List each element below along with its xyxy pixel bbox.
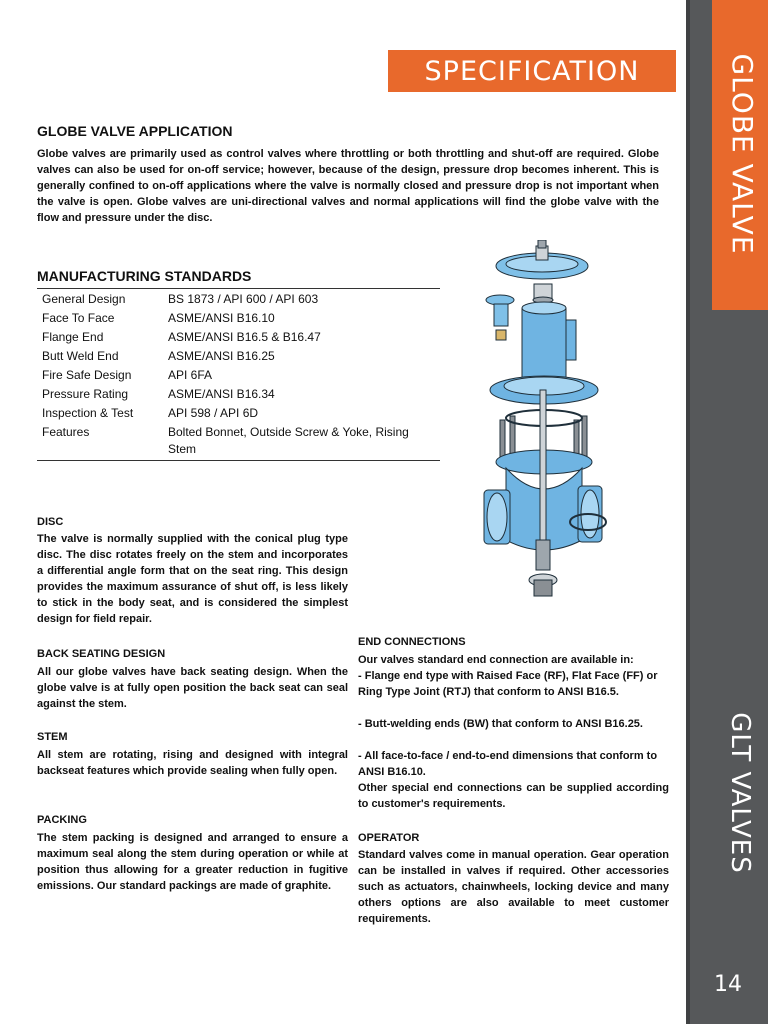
packing-heading: PACKING bbox=[37, 814, 87, 826]
specification-banner: SPECIFICATION bbox=[388, 50, 676, 92]
standards-heading: MANUFACTURING STANDARDS bbox=[37, 268, 252, 284]
back-seating-heading: BACK SEATING DESIGN bbox=[37, 648, 166, 660]
globe-valve-exploded-illustration bbox=[470, 240, 640, 610]
standards-label: Fire Safe Design bbox=[42, 368, 132, 382]
standards-value: Bolted Bonnet, Outside Screw & Yoke, Rising Stem bbox=[168, 425, 409, 456]
sidebar-brand: GLT VALVES bbox=[725, 712, 755, 874]
packing-body: The stem packing is designed and arranged to ensure a maximum seal along the stem during operation or while at position thus allowing for a greater reduction in fugitive emissions. Our standard packings are made of graphite. bbox=[37, 832, 348, 892]
standards-label: Butt Weld End bbox=[42, 349, 119, 363]
standards-label: Flange End bbox=[42, 330, 104, 344]
standards-row bbox=[37, 329, 440, 346]
standards-label: Pressure Rating bbox=[42, 387, 129, 401]
stem-heading: STEM bbox=[37, 731, 68, 743]
end-connections-heading: END CONNECTIONS bbox=[358, 636, 466, 648]
standards-label: Inspection & Test bbox=[42, 406, 134, 420]
standards-row bbox=[37, 367, 440, 384]
standards-value: BS 1873 / API 600 / API 603 bbox=[168, 292, 319, 306]
sidebar-title: GLOBE VALVE bbox=[726, 53, 759, 255]
disc-heading: DISC bbox=[37, 516, 64, 528]
back-seating-body: All our globe valves have back seating design. When the globe valve is at fully open position the back seat can seal against the stem. bbox=[37, 666, 348, 710]
stem-body: All stem are rotating, rising and designed with integral backseat features which provide sealing when fully open. bbox=[37, 749, 348, 777]
disc-body: The valve is normally supplied with the conical plug type disc. The disc rotates freely on the stem and incorporates a differential angle form that on the seat ring. This design provides the maximum assurance of shut off, is less likely to stick in the body seat, and is considered the simplest design for field repair. bbox=[37, 533, 348, 625]
standards-value: API 6FA bbox=[168, 368, 213, 382]
operator-heading: OPERATOR bbox=[358, 832, 420, 844]
standards-row bbox=[37, 310, 440, 327]
standards-row bbox=[37, 405, 440, 422]
end-connections-item: - All face-to-face / end-to-end dimensions that conform to ANSI B16.10. bbox=[358, 750, 658, 778]
end-connections-outro: Other special end connections can be supplied according to customer's requirements. bbox=[358, 782, 669, 810]
page-number: 14 bbox=[714, 972, 742, 997]
standards-row bbox=[37, 424, 440, 458]
end-connections-intro: Our valves standard end connection are available in: bbox=[358, 654, 634, 666]
standards-row bbox=[37, 386, 440, 403]
operator-body: Standard valves come in manual operation. Gear operation can be installed in valves if required. Other accessories such as actuators, chainwheels, locking device and many others options are also available to meet customer requirements. bbox=[358, 849, 669, 925]
standards-value: ASME/ANSI B16.34 bbox=[168, 387, 275, 401]
end-connections-item: - Flange end type with Raised Face (RF), Flat Face (FF) or Ring Type Joint (RTJ) that conform to ANSI B16.5. bbox=[358, 670, 658, 698]
standards-value: ASME/ANSI B16.5 & B16.47 bbox=[168, 330, 321, 344]
standards-row bbox=[37, 348, 440, 365]
standards-label: General Design bbox=[42, 292, 126, 306]
standards-value: API 598 / API 6D bbox=[168, 406, 259, 420]
standards-row bbox=[37, 291, 440, 308]
standards-label: Features bbox=[42, 425, 90, 439]
standards-value: ASME/ANSI B16.10 bbox=[168, 311, 275, 325]
standards-label: Face To Face bbox=[42, 311, 115, 325]
application-body: Globe valves are primarily used as control valves where throttling or both throttling and shut-off are required. Globe valves can also be used for on-off service; however, because of the design, pressure drop becomes inherent. This is generally confined to on-off applications where the valve is normally closed and pressure drop is not important when the valve is open. Globe valves are uni-directional valves and normal applications will find the globe valve with the flow and pressure under the disc. bbox=[37, 148, 659, 224]
standards-table bbox=[37, 288, 440, 461]
standards-value: ASME/ANSI B16.25 bbox=[168, 349, 275, 363]
end-connections-item: - Butt-welding ends (BW) that conform to ANSI B16.25. bbox=[358, 718, 643, 730]
application-heading: GLOBE VALVE APPLICATION bbox=[37, 123, 233, 139]
